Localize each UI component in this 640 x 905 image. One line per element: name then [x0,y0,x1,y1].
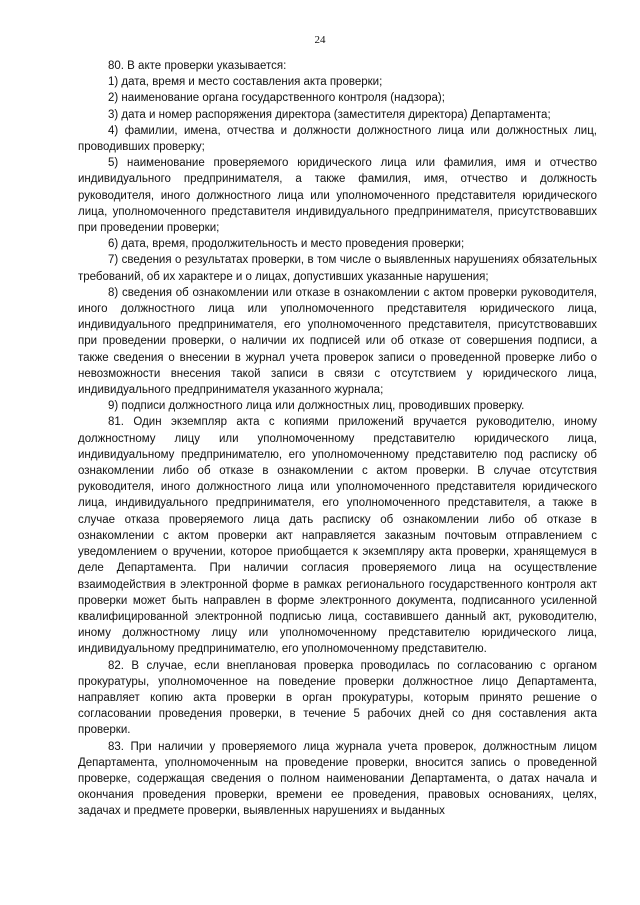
list-item-7: 7) сведения о результатах проверки, в том числе о выявленных нарушениях обязательных требований, об их характере и о лицах, допустивших указанные нарушения; [78,254,597,283]
paragraph-81: 81. Один экземпляр акта с копиями приложений вручается руководителю, иному должностному лицу или уполномоченному представителю юридического лица, индивидуальному предпринимателю, его уполномоченному представителю под расписку об ознакомлении либо об отказе в ознакомлении с актом проверки. В случае отсутствия руководителя, иного должностного лица или уполномоченного представителя юридического лица, индивидуального предпринимателя, его уполномоченного представителя, а также в случае отказа проверяемого лица дать расписку об ознакомлении либо об отказе в ознакомлении с актом проверки акт направляется заказным почтовым отправлением с уведомлением о вручении, которое приобщается к экземпляру акта проверки, хранящемуся в деле Департамента. При наличии согласия проверяемого лица на осуществление взаимодействия в электронной форме в рамках регионального государственного контроля акт проверки может быть направлен в форме электронного документа, подписанного усиленной квалифицированной электронной подписью лица, составившего данный акт, руководителю, иному должностному лицу или уполномоченному представителю юридического лица, индивидуальному предпринимателю, его уполномоченному представителю. [78,416,597,656]
paragraph-80-heading: 80. В акте проверки указывается: [108,60,287,72]
list-item-6: 6) дата, время, продолжительность и место проведения проверки; [108,238,465,251]
list-item-4: 4) фамилии, имена, отчества и должности должностного лица или должностных лиц, проводивших проверку; [78,124,597,154]
list-item-5: 5) наименование проверяемого юридического лица или фамилия, имя и отчество индивидуального предпринимателя, а также фамилия, имя, отчество и должность руководителя, иного должностного лица или уполномоченного представителя юридического лица, уполномоченного представителя индивидуального предпринимателя, присутствовавших при проведении проверки; [78,157,597,235]
document-body [78,58,597,820]
list-item-8: 8) сведения об ознакомлении или отказе в ознакомлении с актом проверки руководителя, иного должностного лица или уполномоченного представителя юридического лица, индивидуального предпринимателя, его уполномоченного представителя, присутствовавших при проведении проверки, о наличии их подписей или об отказе от совершения подписи, а также сведения о внесении в журнал учета проверок записи о проведенной проверке либо о невозможности внесения такой записи в связи с отсутствием у юридического лица, индивидуального предпринимателя указанного журнала; [78,286,597,397]
paragraph-83: 83. При наличии у проверяемого лица журнала учета проверок, должностным лицом Департамента, уполномоченным на проведение проверки, вносится запись о проведенной проверке, содержащая сведения о полном наименовании Департамента, о датах начала и окончания проведения проверки, времени ее проведения, правовых основаниях, целях, задачах и предмете проверки, выявленных нарушениях и выданных [78,740,597,818]
list-item-1: 1) дата, время и место составления акта проверки; [108,76,383,89]
list-item-3: 3) дата и номер распоряжения директора (заместителя директора) Департамента; [108,108,551,121]
paragraph-82: 82. В случае, если внеплановая проверка проводилась по согласованию с органом прокуратуры, уполномоченное на поведение проверки должностное лицо Департамента, направляет копию акта проверки в орган прокуратуры, которым принято решение о согласовании проведения проверки, в течение 5 рабочих дней со дня составления акта проверки. [78,659,597,737]
list-item-2: 2) наименование органа государственного контроля (надзора); [108,92,445,105]
list-item-9: 9) подписи должностного лица или должностных лиц, проводивших проверку. [108,400,525,413]
page-number: 24 [314,34,326,46]
